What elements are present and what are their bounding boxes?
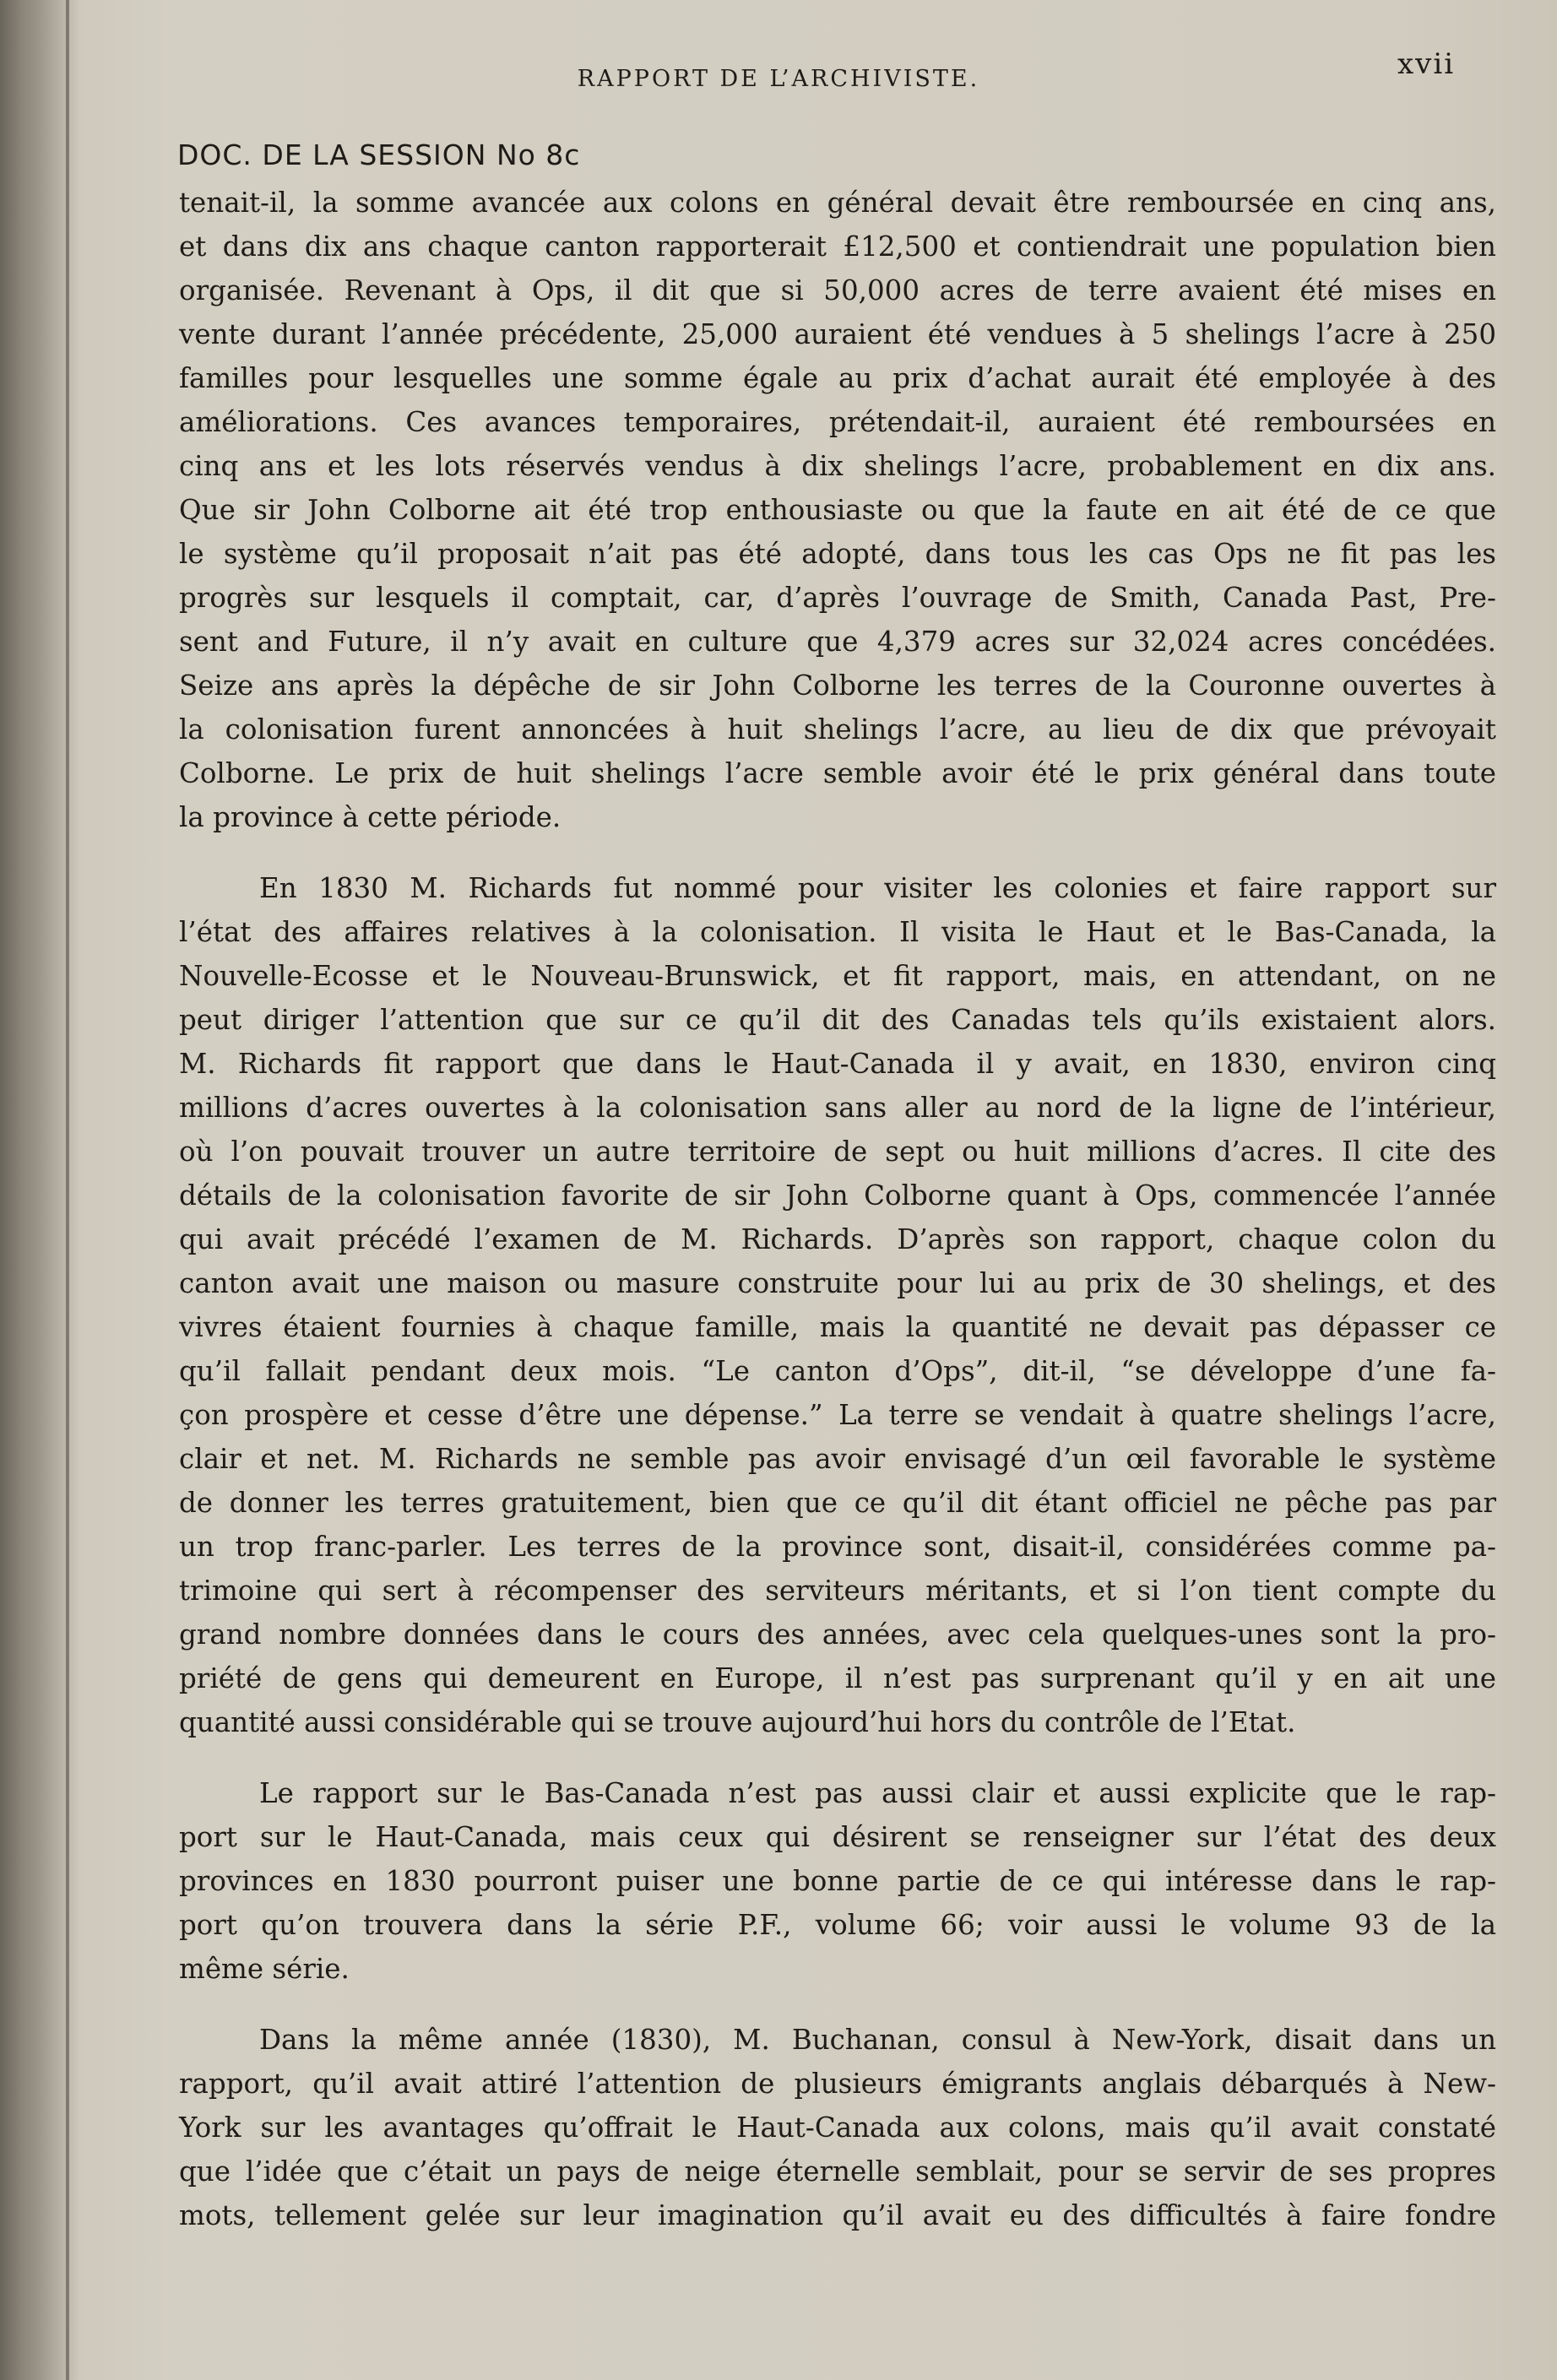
paragraph [179, 181, 1496, 839]
text-line: Seize ans après la dépêche de sir John Colborne les terres de la Couronne ouvertes à [179, 670, 1496, 702]
text-line: clair et net. M. Richards ne semble pas avoir envisagé d’un œil favorable le système [179, 1443, 1496, 1475]
text-line: rapport, qu’il avait attiré l’attention de plusieurs émigrants anglais débarqués à New- [179, 2068, 1496, 2100]
text-line: provinces en 1830 pourront puiser une bonne partie de ce qui intéresse dans le rap- [179, 1865, 1496, 1897]
paragraph [179, 2018, 1496, 2237]
running-title: RAPPORT DE L’ARCHIVISTE. [577, 66, 980, 92]
paragraph [179, 866, 1496, 1744]
text-line: mots, tellement gelée sur leur imagination qu’il avait eu des difficultés à faire fondre [179, 2199, 1496, 2231]
text-line: un trop franc-parler. Les terres de la province sont, disait-il, considérées comme pa- [179, 1531, 1496, 1563]
text-line: En 1830 M. Richards fut nommé pour visiter les colonies et faire rapport sur [259, 872, 1496, 904]
text-line: de donner les terres gratuitement, bien que ce qu’il dit étant officiel ne pêche pas par [179, 1487, 1496, 1519]
text-line: familles pour lesquelles une somme égale au prix d’achat aurait été employée à des [179, 362, 1496, 394]
text-line: Dans la même année (1830), M. Buchanan, consul à New-York, disait dans un [259, 2024, 1496, 2056]
text-line: quantité aussi considérable qui se trouve aujourd’hui hors du contrôle de l’Etat. [179, 1706, 1296, 1738]
text-line: millions d’acres ouvertes à la colonisation sans aller au nord de la ligne de l’intérieur, [179, 1092, 1496, 1124]
text-line: la province à cette période. [179, 801, 561, 833]
text-line: que l’idée que c’était un pays de neige éternelle semblait, pour se servir de ses propres [179, 2155, 1496, 2188]
text-line: peut diriger l’attention que sur ce qu’il dit des Canadas tels qu’ils existaient alors. [179, 1004, 1496, 1036]
text-line: Que sir John Colborne ait été trop enthousiaste ou que la faute en ait été de ce que [179, 494, 1496, 526]
text-line: qu’il fallait pendant deux mois. “Le canton d’Ops”, dit-il, “se développe d’une fa- [179, 1355, 1496, 1387]
page-number: xvii [1397, 47, 1456, 81]
text-line: canton avait une maison ou masure construite pour lui au prix de 30 shelings, et des [179, 1267, 1496, 1299]
text-line: Colborne. Le prix de huit shelings l’acre semble avoir été le prix général dans toute [179, 757, 1496, 789]
text-line: la colonisation furent annoncées à huit shelings l’acre, au lieu de dix que prévoyait [179, 713, 1496, 745]
text-line: qui avait précédé l’examen de M. Richards. D’après son rapport, chaque colon du [179, 1223, 1496, 1255]
text-line: progrès sur lesquels il comptait, car, d’après l’ouvrage de Smith, Canada Past, Pre- [179, 582, 1496, 614]
text-line: l’état des affaires relatives à la colonisation. Il visita le Haut et le Bas-Canada, la [179, 916, 1496, 948]
paragraph [179, 1771, 1496, 1991]
text-line: vivres étaient fournies à chaque famille, mais la quantité ne devait pas dépasser ce [179, 1311, 1496, 1343]
text-line: le système qu’il proposait n’ait pas été adopté, dans tous les cas Ops ne fit pas les [179, 538, 1496, 570]
text-line: améliorations. Ces avances temporaires, prétendait-il, auraient été remboursées en [179, 406, 1496, 438]
binding-edge [66, 0, 69, 2380]
text-line: Le rapport sur le Bas-Canada n’est pas aussi clair et aussi explicite que le rap- [259, 1777, 1496, 1809]
text-line: organisée. Revenant à Ops, il dit que si 50,000 acres de terre avaient été mises en [179, 274, 1496, 306]
text-line: çon prospère et cesse d’être une dépense.” La terre se vendait à quatre shelings l’acre, [179, 1399, 1496, 1431]
text-line: cinq ans et les lots réservés vendus à dix shelings l’acre, probablement en dix ans. [179, 450, 1496, 482]
text-line: sent and Future, il n’y avait en culture que 4,379 acres sur 32,024 acres concédées. [179, 626, 1496, 658]
session-label: DOC. DE LA SESSION No 8c [177, 138, 581, 171]
text-line: trimoine qui sert à récompenser des serviteurs méritants, et si l’on tient compte du [179, 1575, 1496, 1607]
text-line: Nouvelle-Ecosse et le Nouveau-Brunswick, et fit rapport, mais, en attendant, on ne [179, 960, 1496, 992]
text-line: vente durant l’année précédente, 25,000 auraient été vendues à 5 shelings l’acre à 250 [179, 318, 1496, 350]
text-line: et dans dix ans chaque canton rapporterait £12,500 et contiendrait une population bien [179, 230, 1496, 263]
text-line: même série. [179, 1953, 350, 1985]
body-text [179, 181, 1496, 2237]
text-line: port sur le Haut-Canada, mais ceux qui désirent se renseigner sur l’état des deux [179, 1821, 1496, 1853]
text-line: grand nombre données dans le cours des années, avec cela quelques-unes sont la pro- [179, 1618, 1496, 1651]
text-line: tenait-il, la somme avancée aux colons en général devait être remboursée en cinq ans, [179, 187, 1496, 219]
text-line: où l’on pouvait trouver un autre territoire de sept ou huit millions d’acres. Il cite des [179, 1136, 1496, 1168]
text-line: détails de la colonisation favorite de sir John Colborne quant à Ops, commencée l’année [179, 1179, 1496, 1212]
text-line: priété de gens qui demeurent en Europe, il n’est pas surprenant qu’il y en ait une [179, 1662, 1496, 1694]
text-line: M. Richards fit rapport que dans le Haut-Canada il y avait, en 1830, environ cinq [179, 1048, 1496, 1080]
text-line: port qu’on trouvera dans la série P.F., volume 66; voir aussi le volume 93 de la [179, 1909, 1496, 1941]
text-line: York sur les avantages qu’offrait le Haut-Canada aux colons, mais qu’il avait constaté [179, 2112, 1496, 2144]
